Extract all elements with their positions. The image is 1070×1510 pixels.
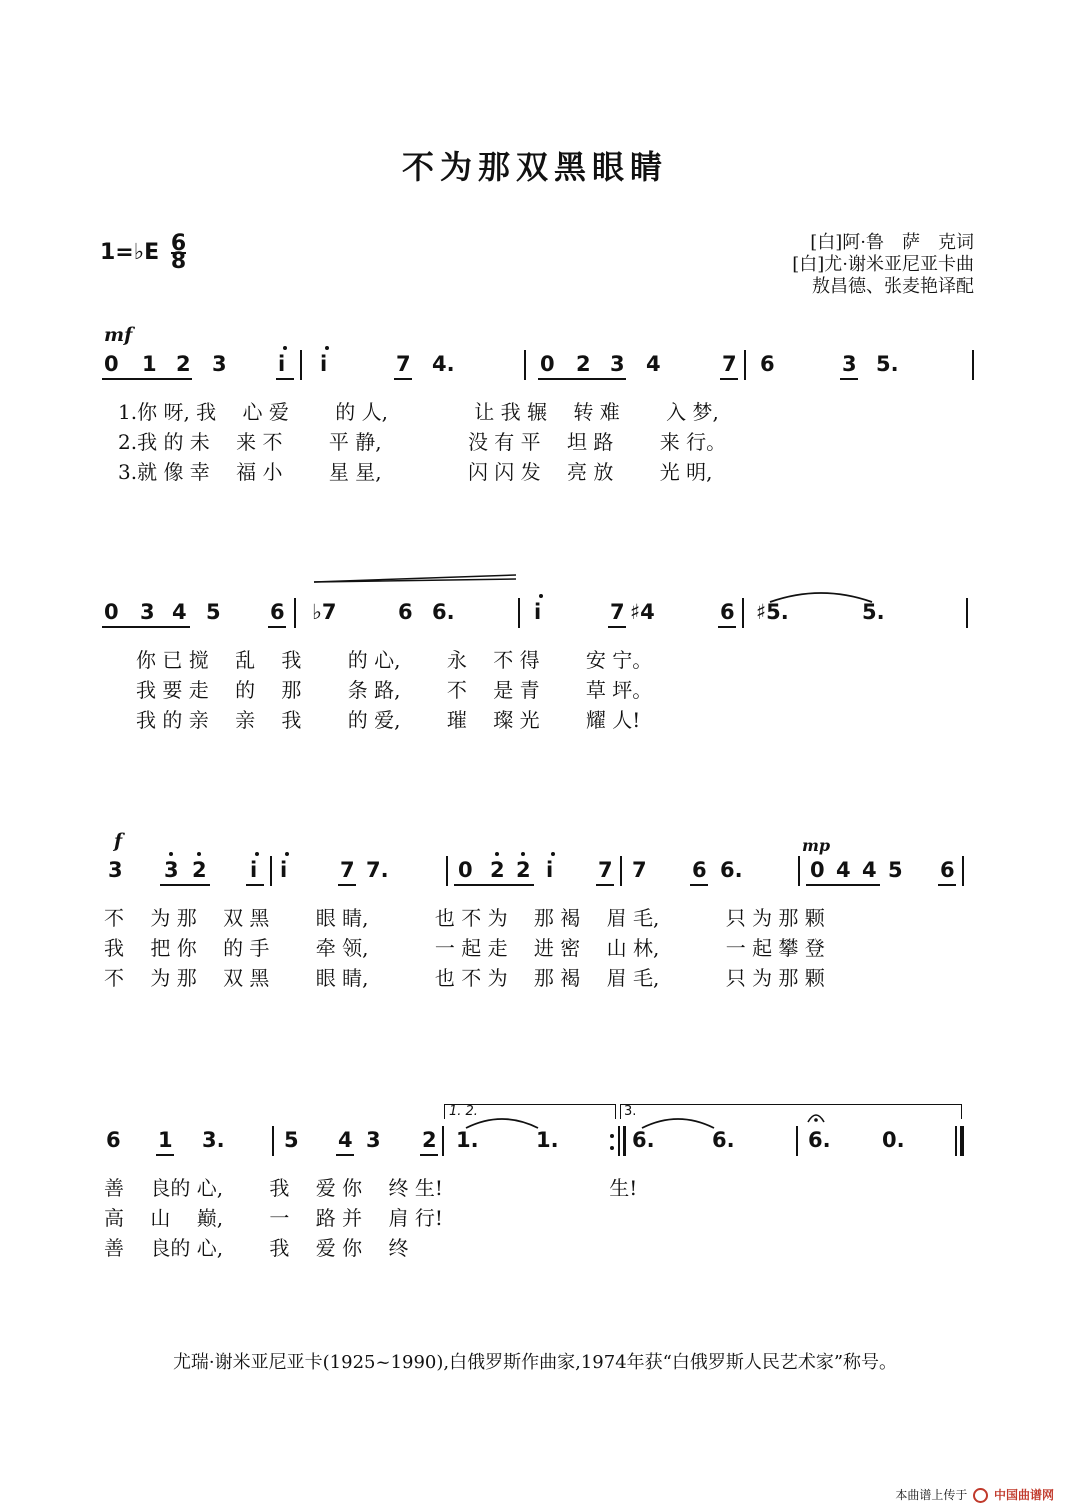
note: 7. xyxy=(366,858,389,882)
note: 6. xyxy=(808,1128,831,1152)
octave-dot xyxy=(521,852,525,856)
note: 1. xyxy=(536,1128,559,1152)
octave-dot xyxy=(255,852,259,856)
note: 1. xyxy=(456,1128,479,1152)
credit-translators: 敖昌德、张麦艳译配 xyxy=(812,276,974,297)
octave-dot xyxy=(551,852,555,856)
note: 6 xyxy=(760,352,775,376)
beam xyxy=(102,378,192,380)
beam xyxy=(420,1154,438,1156)
note: 4 xyxy=(646,352,661,376)
lyric-verse-3: 不 为 那 双 黑 眼 睛, 也 不 为 那 褐 眉 毛, 只 为 那 颗 xyxy=(104,966,825,990)
barline xyxy=(966,598,968,628)
note: 6 xyxy=(106,1128,121,1152)
lyric-verse-1: 不 为 那 双 黑 眼 睛, 也 不 为 那 褐 眉 毛, 只 为 那 颗 xyxy=(104,906,825,930)
note: 6. xyxy=(720,858,743,882)
beam xyxy=(160,884,210,886)
crescendo-hairpin xyxy=(310,572,520,592)
note: 5 xyxy=(284,1128,299,1152)
beam xyxy=(156,1154,174,1156)
note: 5 xyxy=(888,858,903,882)
note: 2 xyxy=(576,352,591,376)
beam xyxy=(718,626,736,628)
beam xyxy=(720,378,738,380)
note: i xyxy=(534,600,542,624)
octave-dot xyxy=(197,852,201,856)
note: 7 xyxy=(610,600,625,624)
repeat-dot xyxy=(610,1134,614,1138)
barline xyxy=(972,350,974,380)
note: 7 xyxy=(598,858,613,882)
composer-caption: 尤瑞·谢米亚尼亚卡(1925~1990),白俄罗斯作曲家,1974年获“白俄罗斯人民艺术家”称号。 xyxy=(172,1352,898,1373)
time-top: 6 xyxy=(170,231,187,256)
lyric-verse-2: 我 把 你 的 手 牵 领, 一 起 走 进 密 山 林, 一 起 攀 登 xyxy=(104,936,825,960)
note: 4 xyxy=(172,600,187,624)
octave-dot xyxy=(325,346,329,350)
beam xyxy=(538,378,626,380)
beam xyxy=(840,378,858,380)
barline xyxy=(742,598,744,628)
barline xyxy=(446,856,448,886)
beam xyxy=(690,884,708,886)
barline xyxy=(962,856,964,886)
barline xyxy=(620,856,622,886)
lyric-verse-3: 善 良的 心, 我 爱 你 终 xyxy=(104,1236,409,1260)
barline xyxy=(294,598,296,628)
repeat-dot xyxy=(610,1146,614,1150)
beam xyxy=(102,626,190,628)
note: 1 xyxy=(142,352,157,376)
note: 4. xyxy=(432,352,455,376)
note: 7 xyxy=(722,352,737,376)
beam xyxy=(454,884,534,886)
volta-label: 3. xyxy=(624,1104,637,1119)
final-barline xyxy=(960,1126,964,1156)
dynamic-mf: mf xyxy=(104,324,133,346)
barline xyxy=(744,350,746,380)
barline xyxy=(300,350,302,380)
repeat-barline xyxy=(618,1126,620,1156)
note: 3 xyxy=(610,352,625,376)
tie-arc xyxy=(766,588,876,604)
note: 5. xyxy=(876,352,899,376)
note: 6. xyxy=(712,1128,735,1152)
time-signature xyxy=(170,231,187,274)
note: 3 xyxy=(140,600,155,624)
note: 3. xyxy=(202,1128,225,1152)
note: 7 xyxy=(340,858,355,882)
lyric-verse-3: 3.就 像 幸 福 小 星 星, 闪 闪 发 亮 放 光 明, xyxy=(118,460,713,484)
site-brand: 中国曲谱网 xyxy=(993,1488,1054,1502)
beam xyxy=(938,884,956,886)
note: 4 xyxy=(862,858,877,882)
note: 6 xyxy=(692,858,707,882)
barline xyxy=(798,856,800,886)
lyric-verse-2: 高 山 巅, 一 路 并 肩 行! xyxy=(104,1206,443,1230)
note: 5. xyxy=(862,600,885,624)
key-label: 1=♭E xyxy=(100,240,160,265)
note: 0 xyxy=(104,600,119,624)
note: 0. xyxy=(882,1128,905,1152)
beam xyxy=(394,378,412,380)
note: 6 xyxy=(720,600,735,624)
note: 3 xyxy=(108,858,123,882)
note: ♯5. xyxy=(756,600,789,624)
credit-lyricist: [白]阿·鲁 萨 克词 xyxy=(810,232,974,253)
barline xyxy=(442,1126,444,1156)
barline xyxy=(518,598,520,628)
note: 3 xyxy=(842,352,857,376)
note: 2 xyxy=(516,858,531,882)
note: i xyxy=(250,858,258,882)
credit-composer: [白]尤·谢米亚尼亚卡曲 xyxy=(792,254,974,275)
note: i xyxy=(546,858,554,882)
lyric-verse-2: 2.我 的 未 来 不 平 静, 没 有 平 坦 路 来 行。 xyxy=(118,430,727,454)
dynamic-f: f xyxy=(114,830,123,852)
barline xyxy=(270,856,272,886)
beam xyxy=(596,884,614,886)
note: 2 xyxy=(490,858,505,882)
tie-arc xyxy=(462,1114,542,1130)
fermata-icon xyxy=(806,1110,826,1124)
note: ♯4 xyxy=(630,600,655,624)
octave-dot xyxy=(169,852,173,856)
note: 0 xyxy=(458,858,473,882)
key-signature xyxy=(100,231,187,274)
beam xyxy=(806,884,880,886)
beam xyxy=(336,1154,354,1156)
barline xyxy=(272,1126,274,1156)
note: 5 xyxy=(206,600,221,624)
note: 6 xyxy=(398,600,413,624)
note: 7 xyxy=(396,352,411,376)
octave-dot xyxy=(539,594,543,598)
note: 6 xyxy=(270,600,285,624)
octave-dot xyxy=(495,852,499,856)
note: 6. xyxy=(632,1128,655,1152)
lyric-verse-1: 善 良的 心, 我 爱 你 终 生! 生! xyxy=(104,1176,638,1200)
octave-dot xyxy=(283,346,287,350)
note: 2 xyxy=(176,352,191,376)
time-bottom: 8 xyxy=(170,249,187,274)
note: i xyxy=(320,352,328,376)
beam xyxy=(276,378,294,380)
note: 0 xyxy=(104,352,119,376)
note: 6. xyxy=(432,600,455,624)
footer-watermark xyxy=(895,1486,1054,1503)
note: 0 xyxy=(810,858,825,882)
dynamic-mp: mp xyxy=(802,836,831,855)
lyric-verse-1: 你 已 搅 乱 我 的 心, 永 不 得 安 宁。 xyxy=(136,648,653,672)
note: 2 xyxy=(422,1128,437,1152)
barline xyxy=(796,1126,798,1156)
final-barline xyxy=(955,1126,957,1156)
note: i xyxy=(278,352,286,376)
note: 3 xyxy=(212,352,227,376)
beam xyxy=(268,626,286,628)
beam xyxy=(246,884,264,886)
repeat-barline xyxy=(623,1126,626,1156)
note: 7 xyxy=(632,858,647,882)
tie-arc xyxy=(638,1114,718,1130)
site-logo-icon xyxy=(973,1488,988,1503)
lyric-verse-3: 我 的 亲 亲 我 的 爱, 璀 璨 光 耀 人! xyxy=(136,708,641,732)
note: i xyxy=(280,858,288,882)
note: 3 xyxy=(366,1128,381,1152)
note: 4 xyxy=(338,1128,353,1152)
beam xyxy=(338,884,356,886)
note: 0 xyxy=(540,352,555,376)
note: ♭7 xyxy=(312,600,337,624)
note: 1 xyxy=(158,1128,173,1152)
barline xyxy=(524,350,526,380)
note: 6 xyxy=(940,858,955,882)
note: 2 xyxy=(192,858,207,882)
beam xyxy=(608,626,626,628)
octave-dot xyxy=(285,852,289,856)
lyric-verse-1: 1.你 呀, 我 心 爱 的 人, 让 我 辗 转 难 入 梦, xyxy=(118,400,719,424)
upload-text: 本曲谱上传于 xyxy=(895,1488,968,1502)
note: 3 xyxy=(164,858,179,882)
lyric-verse-2: 我 要 走 的 那 条 路, 不 是 青 草 坪。 xyxy=(136,678,653,702)
note: 4 xyxy=(836,858,851,882)
volta-label: 1. 2. xyxy=(449,1104,478,1119)
song-title: 不为那双黑眼睛 xyxy=(401,148,668,186)
